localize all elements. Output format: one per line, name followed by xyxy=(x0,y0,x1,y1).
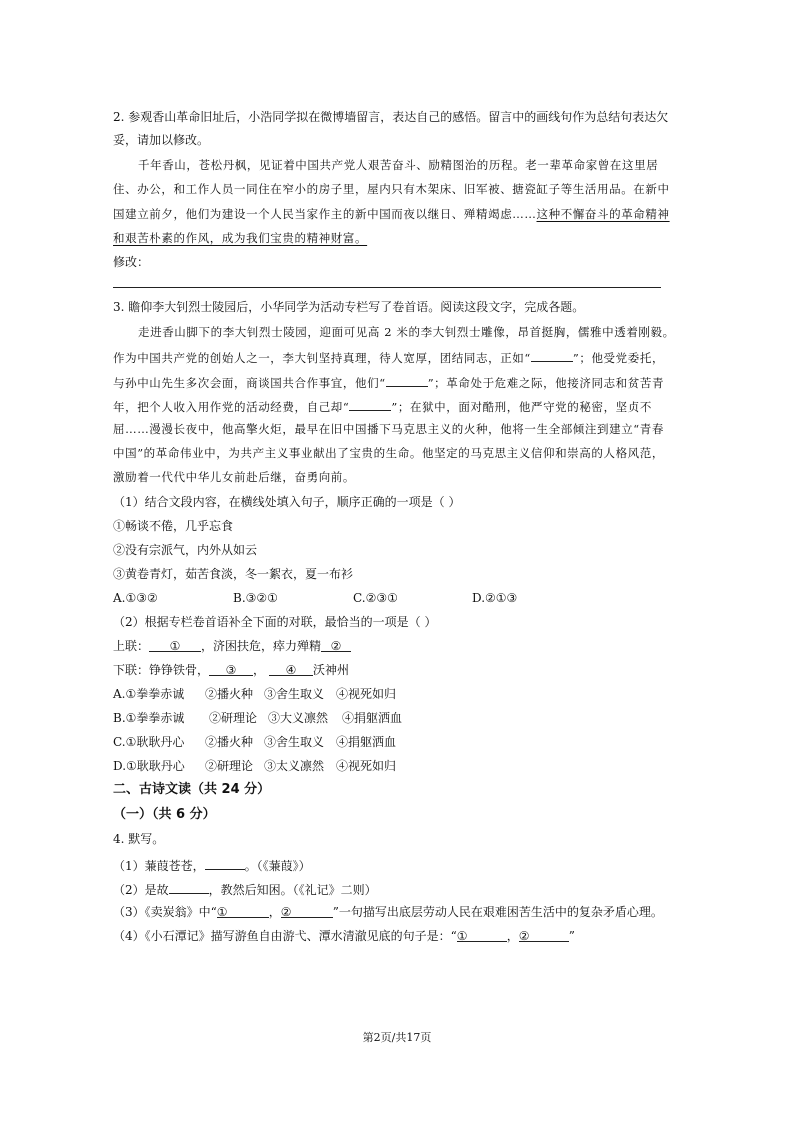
q3-sub1-option-d[interactable]: D.②①③ xyxy=(472,591,518,605)
couplet-comma: ， xyxy=(253,663,266,677)
q4-comma: ， xyxy=(268,905,281,919)
q3-passage-text: 作为中国共产党的创始人之一，李大钊坚持真理，待人宽厚，团结同志，正如“ xyxy=(113,351,531,365)
option-part: ②研理论 xyxy=(205,759,254,773)
q3-couplet-lower xyxy=(113,662,349,678)
q2-fix-label: 修改： xyxy=(113,255,150,269)
q3-sub1-option-c[interactable]: C.②③① xyxy=(353,591,398,605)
q3-sub1-sentence2: ②没有宗派气，内外从如云 xyxy=(113,543,258,557)
q3-sub1-sentence3: ③黄卷青灯，茹苦食淡，冬一絮衣，夏一布衫 xyxy=(113,567,354,581)
page-footer: 第2页/共17页 xyxy=(362,1031,432,1044)
q4-text: ”一句描写出底层劳动人民在艰难困苦生活中的复杂矛盾心理。 xyxy=(332,905,663,919)
q3-sub2-option-c[interactable] xyxy=(113,734,396,750)
q2-answer-line[interactable] xyxy=(113,287,661,288)
q4-line4 xyxy=(113,928,575,944)
option-part: ③太义凛然 xyxy=(264,759,325,773)
q4-stem: 4. 默写。 xyxy=(113,832,165,846)
couplet-blank-4[interactable] xyxy=(269,662,313,676)
q3-passage-line4 xyxy=(113,397,652,415)
q2-passage-text: 国建立前夕，他们为建设一个人民当家作主的新中国而夜以继日、殚精竭虑…… xyxy=(113,207,537,221)
q4-blank-4b[interactable] xyxy=(519,928,569,942)
q3-sub1-stem: （1）结合文段内容，在横线处填入句子，顺序正确的一项是（ ） xyxy=(113,495,461,509)
q3-passage-line1: 走进香山脚下的李大钊烈士陵园，迎面可见高 2 米的李大钊烈士雕像，昂首挺胸，儒雅中透着刚毅。 xyxy=(138,325,675,339)
option-part: ②研理论 xyxy=(209,711,258,725)
q3-sub1-option-b[interactable]: B.③②① xyxy=(233,591,278,605)
q3-blank-3[interactable] xyxy=(349,397,391,411)
q4-comma: ， xyxy=(506,929,519,943)
q3-passage-text: ”；革命处于危难之际，他接济同志和贫苦青 xyxy=(427,376,665,390)
q4-blank-1[interactable] xyxy=(205,856,245,870)
q2-passage-line3 xyxy=(113,206,670,222)
q2-passage-line4 xyxy=(113,230,367,246)
option-part: ④捐躯洒血 xyxy=(342,711,403,725)
option-part: ④视死如归 xyxy=(336,687,397,701)
q2-underlined-sentence-part2: 和艰苦朴素的作风，成为我们宝贵的精神财富。 xyxy=(113,231,368,245)
blank-marker: ① xyxy=(216,905,228,919)
option-part: ③舍生取义 xyxy=(264,735,325,749)
option-part: ④捐躯洒血 xyxy=(336,735,397,749)
q3-blank-1[interactable] xyxy=(531,348,573,362)
option-part: ④视死如归 xyxy=(336,759,397,773)
q2-stem-line2: 妥，请加以修改。 xyxy=(113,133,210,147)
q3-passage-text: ”；他受党委托， xyxy=(572,351,665,365)
option-part: B.①拳拳赤诚 xyxy=(113,711,185,725)
q4-blank-2[interactable] xyxy=(169,880,209,894)
q3-sub2-stem: （2）根据专栏卷首语补全下面的对联，最恰当的一项是（ ） xyxy=(113,615,437,629)
q4-text: ” xyxy=(568,929,575,943)
option-part: ③大义凛然 xyxy=(268,711,329,725)
blank-marker: ② xyxy=(280,905,292,919)
couplet-blank-3[interactable] xyxy=(209,662,253,676)
q4-text: （2）是故 xyxy=(113,883,169,897)
blank-marker: ② xyxy=(518,929,530,943)
blank-marker: ③ xyxy=(225,663,237,677)
q3-passage-line5: 屈……漫漫长夜中，他高擎火炬，最早在旧中国播下马克思主义的火种，他将一生全部倾注到建立“青春 xyxy=(113,422,664,436)
section-part-title: （一）（共 6 分） xyxy=(113,807,216,822)
q3-sub2-option-d[interactable] xyxy=(113,758,396,774)
q3-passage-line3 xyxy=(113,373,664,391)
q3-stem: 3. 瞻仰李大钊烈士陵园后，小华同学为活动专栏写了卷首语。阅读这段文字，完成各题。 xyxy=(113,300,585,314)
couplet-upper-label: 上联： xyxy=(113,639,150,653)
q4-blank-3b[interactable] xyxy=(281,904,333,918)
q4-blank-3a[interactable] xyxy=(217,904,269,918)
blank-marker: ② xyxy=(330,639,342,653)
q3-blank-2[interactable] xyxy=(386,373,428,387)
q2-underlined-sentence-part1: 这种不懈奋斗的革命精神 xyxy=(536,207,670,221)
q4-text: （3）《卖炭翁》中“ xyxy=(113,905,217,919)
option-part: C.①耿耿丹心 xyxy=(113,735,185,749)
q3-sub1-sentence1: ①畅谈不倦，几乎忘食 xyxy=(113,519,234,533)
option-part: ③舍生取义 xyxy=(264,687,325,701)
couplet-blank-1[interactable] xyxy=(149,638,201,652)
blank-marker: ① xyxy=(456,929,468,943)
q3-couplet-upper xyxy=(113,638,351,654)
q3-passage-text: 与孙中山先生多次会面，商谈国共合作事宜，他们“ xyxy=(113,376,386,390)
q2-passage-line2: 住、办公，和工作人员一同住在窄小的房子里，屋内只有木架床、旧军被、搪瓷缸子等生活用品。在新中 xyxy=(113,182,670,196)
q3-sub1-option-a[interactable]: A.①③② xyxy=(113,591,158,605)
q2-passage-line1: 千年香山，苍松丹枫，见证着中国共产党人艰苦奋斗、励精图治的历程。老一辈革命家曾在这里居 xyxy=(138,158,659,172)
q3-sub2-option-a[interactable] xyxy=(113,686,396,702)
q2-stem-line1: 2. 参观香山革命旧址后，小浩同学拟在微博墙留言，表达自己的感悟。留言中的画线句作为总结句表达欠 xyxy=(113,110,669,124)
q3-passage-line2 xyxy=(113,348,664,366)
q4-line3 xyxy=(113,904,663,920)
blank-marker: ④ xyxy=(285,663,297,677)
option-part: ②播火种 xyxy=(205,735,254,749)
q3-sub2-option-b[interactable] xyxy=(113,710,402,726)
couplet-lower-label: 下联：铮铮铁骨， xyxy=(113,663,210,677)
option-part: A.①拳拳赤诚 xyxy=(113,687,185,701)
couplet-lower-end: 沃神州 xyxy=(313,663,350,677)
couplet-upper-text: ，济困扶危，瘁力殚精 xyxy=(201,639,322,653)
q3-passage-line7: 激励着一代代中华儿女前赴后继，奋勇向前。 xyxy=(113,470,355,484)
q4-text: 。（《蒹葭》） xyxy=(244,859,311,873)
option-part: ②播火种 xyxy=(205,687,254,701)
q4-line1 xyxy=(113,856,311,874)
q3-passage-line6: 中国”的革命伟业中，为共产主义事业献出了宝贵的生命。他坚定的马克思主义信仰和崇高的人格风范， xyxy=(113,446,664,460)
q4-line2 xyxy=(113,880,377,898)
couplet-blank-2[interactable] xyxy=(321,638,351,652)
q3-passage-text: ”；在狱中，面对酷刑，他严守党的秘密，坚贞不 xyxy=(391,400,652,414)
q4-blank-4a[interactable] xyxy=(457,928,507,942)
q4-text: （4）《小石潭记》描写游鱼自由游弋、潭水清澈见底的句子是：“ xyxy=(113,929,457,943)
q3-passage-text: 年，把个人收入用作党的活动经费，自己却“ xyxy=(113,400,350,414)
blank-marker: ① xyxy=(169,639,181,653)
section-title: 二、古诗文读（共 24 分） xyxy=(113,782,271,797)
q4-text: （1）蒹葭苍苍， xyxy=(113,859,205,873)
q4-text: ，教然后知困。（《礼记》二则） xyxy=(208,883,377,897)
option-part: D.①耿耿丹心 xyxy=(113,759,185,773)
